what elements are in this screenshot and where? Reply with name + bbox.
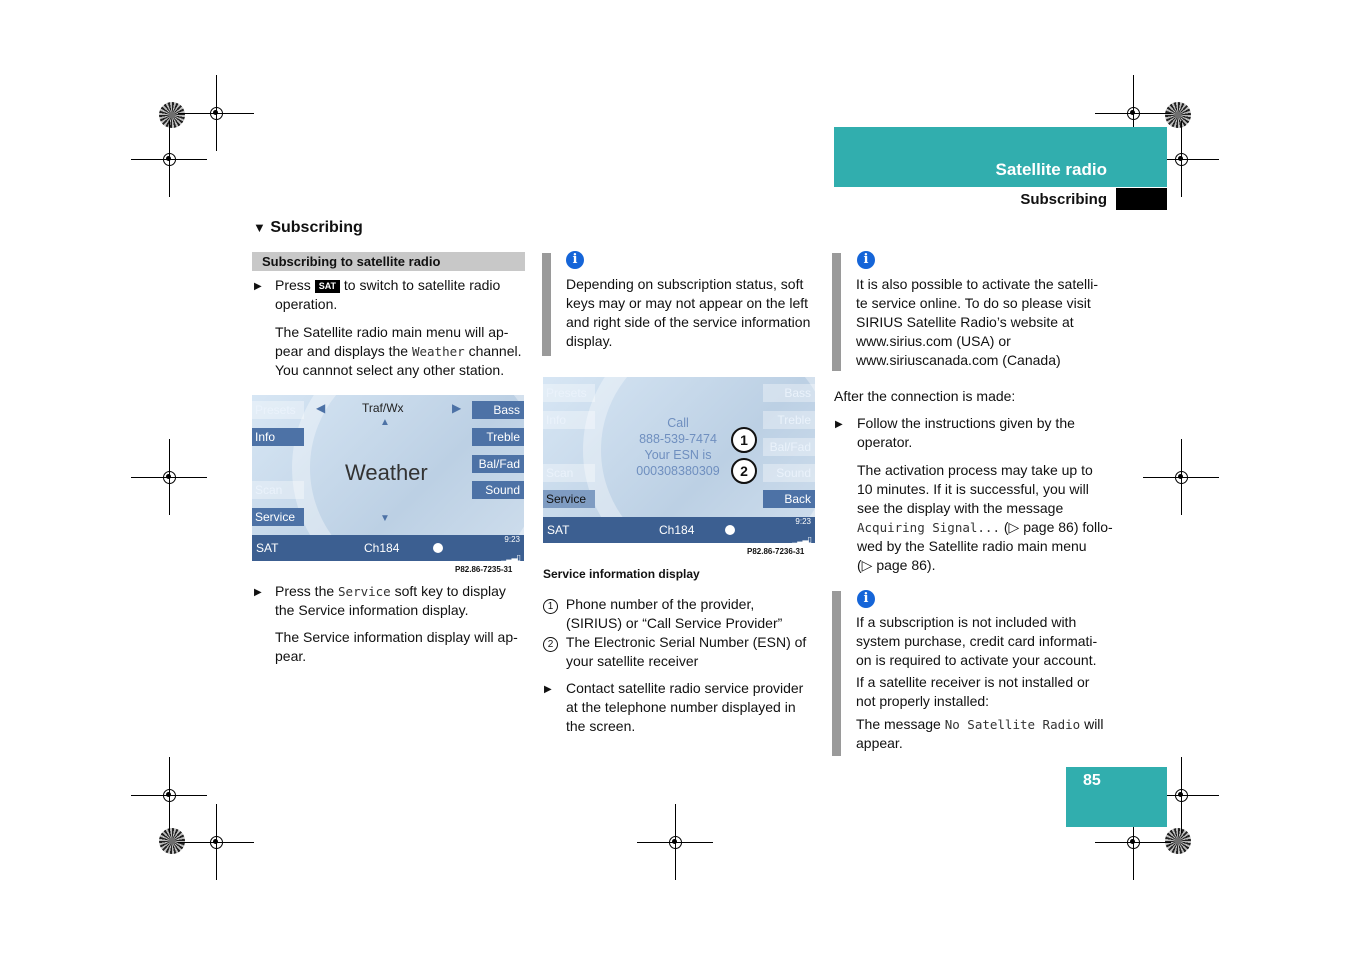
softkey-scan[interactable]: Scan <box>252 481 304 499</box>
note-line: and right side of the service information <box>566 314 811 330</box>
subsection-title: Subscribing <box>1020 191 1107 208</box>
softkey-info[interactable]: Info <box>252 428 304 446</box>
info-note-softkeys <box>566 275 826 351</box>
step-1-text: to switch to satellite radio <box>343 277 501 293</box>
registration-disk <box>1165 102 1191 128</box>
para-line: The activation process may take up to <box>857 462 1093 478</box>
channel-name: Weather <box>345 460 428 485</box>
softkey-bass[interactable]: Bass <box>472 401 524 419</box>
service-line: Call <box>667 416 689 430</box>
softkey-scan[interactable]: Scan <box>543 464 595 482</box>
info-icon: i <box>857 251 875 269</box>
step-contact-provider <box>566 679 826 736</box>
note-line: If a satellite receiver is not installed or <box>856 674 1090 690</box>
softkey-treble[interactable]: Treble <box>763 411 815 429</box>
step-1-text: Press <box>275 277 311 293</box>
step-2-text: the Service information display. <box>275 602 469 618</box>
triangle-down-icon: ▼ <box>253 220 266 235</box>
page-number-box <box>1066 767 1167 827</box>
display-text-weather: Weather <box>411 344 465 359</box>
softkey-sound[interactable]: Sound <box>472 481 524 499</box>
softkey-balfad[interactable]: Bal/Fad <box>763 438 815 456</box>
main-heading-text: Subscribing <box>270 219 363 236</box>
step-line: the screen. <box>566 718 636 734</box>
radio-screen-main <box>252 395 524 561</box>
note-line: on is required to activate your account. <box>856 652 1097 668</box>
service-esn: 000308380309 <box>636 464 720 478</box>
info-icon: i <box>566 251 584 269</box>
box-title-text: Subscribing to satellite radio <box>262 254 441 269</box>
para-line: wed by the Satellite radio main menu <box>857 538 1087 554</box>
display-text-service: Service <box>338 584 391 599</box>
category-label: Traf/Wx <box>362 401 404 415</box>
paragraph-service-display <box>275 628 535 666</box>
disc-icon <box>433 543 443 553</box>
para-line: The Service information display will ap- <box>275 629 518 645</box>
step-line: operator. <box>857 434 913 450</box>
note-line: appear. <box>856 735 903 751</box>
softkey-bass[interactable]: Bass <box>763 384 815 402</box>
step-line: Follow the instructions given by the <box>857 415 1075 431</box>
section-header <box>834 127 1167 187</box>
step-line: at the telephone number displayed in <box>566 699 796 715</box>
status-bar <box>543 517 815 543</box>
note-line: keys may or may not appear on the left <box>566 295 809 311</box>
info-note-message <box>856 715 1126 753</box>
step-1-text: operation. <box>275 296 338 312</box>
header-black-tab <box>1116 188 1167 210</box>
radio-screen-service <box>543 377 815 543</box>
step-2 <box>275 582 535 620</box>
note-line: system purchase, credit card informati- <box>856 633 1098 649</box>
note-line: It is also possible to activate the satelli- <box>856 276 1099 292</box>
signal-strength-icon: ▁▂▃▯ <box>792 535 811 543</box>
info-note-subscription <box>856 613 1126 670</box>
step-2-text: Press the <box>275 583 335 599</box>
para-line: You cannnot select any other station. <box>275 362 505 378</box>
para-line: The Satellite radio main menu will ap- <box>275 324 509 340</box>
signal-strength-icon: ▁▂▃▯ <box>501 553 520 561</box>
paragraph-main-menu <box>275 323 535 380</box>
note-line: will <box>1084 716 1104 732</box>
para-line: channel. <box>468 343 522 359</box>
legend-number: 2 <box>543 637 558 652</box>
service-text <box>623 415 733 479</box>
softkey-treble[interactable]: Treble <box>472 428 524 446</box>
softkey-presets[interactable]: Presets <box>543 384 595 402</box>
step-2-text: soft key to display <box>394 583 506 599</box>
legend-line: The Electronic Serial Number (ESN) of <box>565 634 807 650</box>
note-line: If a subscription is not included with <box>856 614 1077 630</box>
channel-number: Ch184 <box>659 523 695 537</box>
note-line: SIRIUS Satellite Radio’s website at <box>856 314 1074 330</box>
status-bar <box>252 535 524 561</box>
bullet-icon: ▶ <box>835 419 843 430</box>
figure-id: P82.86-7235-31 <box>455 565 513 574</box>
callout-2: 2 <box>731 458 757 484</box>
arrow-down-icon[interactable]: ▼ <box>380 513 390 524</box>
legend-number: 1 <box>543 599 558 614</box>
band-label: SAT <box>547 523 570 537</box>
bullet-icon: ▶ <box>254 281 262 292</box>
bullet-icon: ▶ <box>254 587 262 598</box>
registration-disk <box>1165 828 1191 854</box>
figure-id: P82.86-7236-31 <box>747 547 805 556</box>
note-line: The message <box>856 716 941 732</box>
registration-disk <box>159 102 185 128</box>
section-title: Satellite radio <box>995 160 1107 179</box>
sat-key: SAT <box>315 280 340 293</box>
info-note-online <box>856 275 1126 370</box>
note-line: not properly installed: <box>856 693 990 709</box>
note-line: www.sirius.com (USA) or <box>856 333 1011 349</box>
disc-icon <box>725 525 735 535</box>
para-line: 10 minutes. If it is successful, you will <box>857 481 1089 497</box>
softkey-sound[interactable]: Sound <box>763 464 815 482</box>
softkey-service[interactable]: Service <box>543 490 595 508</box>
legend-2 <box>543 633 823 671</box>
info-bar <box>542 253 551 356</box>
legend-line: Phone number of the provider, <box>565 596 755 612</box>
service-line: Your ESN is <box>644 448 712 462</box>
callout-1: 1 <box>731 427 757 453</box>
clock: 9:23 <box>504 535 520 544</box>
page-reference-link[interactable]: (▷ page 86). <box>857 557 936 573</box>
display-text-acquiring: Acquiring Signal... <box>857 520 1000 535</box>
info-bar <box>832 253 841 371</box>
bullet-icon: ▶ <box>544 684 552 695</box>
activation-paragraph <box>857 461 1127 575</box>
arrow-right-icon[interactable]: ▶ <box>452 401 462 415</box>
info-bar <box>832 591 841 756</box>
channel-number: Ch184 <box>364 541 400 555</box>
para-line: pear and displays the <box>275 343 409 359</box>
info-note-receiver <box>856 673 1126 711</box>
note-line: display. <box>566 333 613 349</box>
after-connection-text: After the connection is made: <box>834 388 1016 404</box>
legend-line: (SIRIUS) or “Call Service Provider” <box>566 615 783 631</box>
arrow-left-icon[interactable]: ◀ <box>316 401 326 415</box>
para-line: see the display with the message <box>857 500 1064 516</box>
clock: 9:23 <box>795 517 811 526</box>
figure-caption: Service information display <box>543 567 700 581</box>
softkey-back[interactable]: Back <box>763 490 815 508</box>
step-1 <box>275 276 535 314</box>
arrow-up-icon[interactable]: ▲ <box>380 417 390 428</box>
page-reference-link[interactable]: (▷ page 86) follo- <box>1003 519 1113 535</box>
legend-1 <box>543 595 823 633</box>
step-line: Contact satellite radio service provider <box>566 680 804 696</box>
box-title <box>252 252 525 271</box>
note-line: Depending on subscription status, soft <box>566 276 804 292</box>
registration-disk <box>159 828 185 854</box>
info-icon: i <box>857 590 875 608</box>
note-line: te service online. To do so please visit <box>856 295 1091 311</box>
softkey-info[interactable]: Info <box>543 411 595 429</box>
note-line: www.siriuscanada.com (Canada) <box>856 352 1061 368</box>
softkey-service[interactable]: Service <box>252 508 304 526</box>
band-label: SAT <box>256 541 279 555</box>
legend-line: your satellite receiver <box>566 653 699 669</box>
para-line: pear. <box>275 648 307 664</box>
display-text-no-satellite: No Satellite Radio <box>944 717 1081 732</box>
main-heading <box>253 219 363 237</box>
service-phone-number: 888-539-7474 <box>639 432 717 446</box>
step-follow-instructions <box>857 414 1117 452</box>
softkey-presets[interactable]: Presets <box>252 401 304 419</box>
page-number: 85 <box>1083 772 1101 789</box>
softkey-balfad[interactable]: Bal/Fad <box>472 455 524 473</box>
